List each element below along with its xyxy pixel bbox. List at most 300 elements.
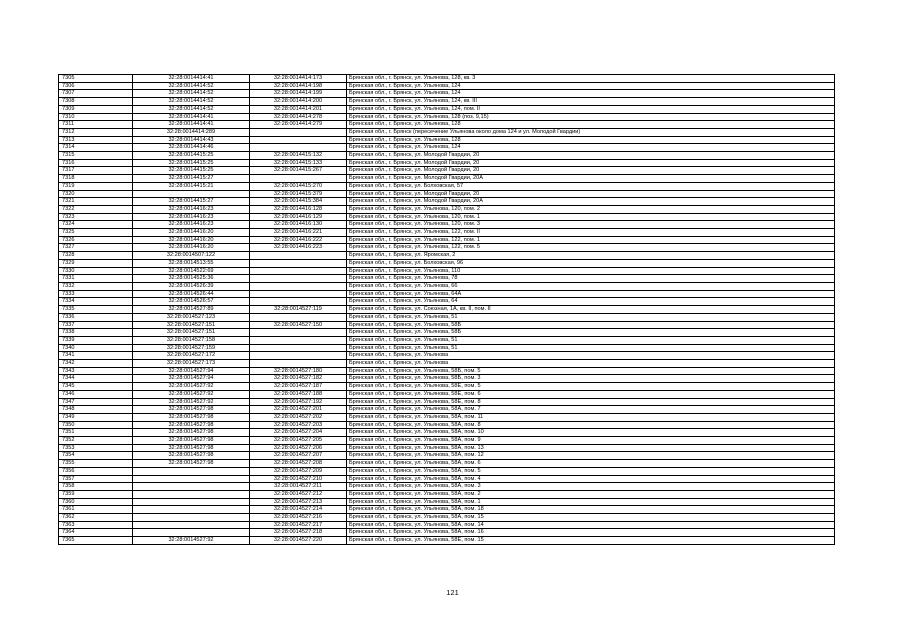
land-cadastral-number-cell: 32:28:0014414:52: [133, 90, 250, 98]
address-cell: Брянская обл., г. Брянск, ул. Ульянова, 78: [347, 275, 835, 283]
row-number-cell: 7337: [59, 321, 133, 329]
land-cadastral-number-cell: 32:28:0014527:92: [133, 398, 250, 406]
land-cadastral-number-cell: 32:28:0014527:98: [133, 429, 250, 437]
table-row: [59, 182, 835, 190]
address-cell: Брянская обл., г. Брянск, ул. Молодой Гвардии, 20: [347, 159, 835, 167]
row-number-cell: 7341: [59, 352, 133, 360]
building-cadastral-number-cell: 32:28:0014527:150: [250, 321, 347, 329]
building-cadastral-number-cell: 32:28:0014414:198: [250, 82, 347, 90]
address-cell: Брянская обл., г. Брянск, ул. Ульянова, 128: [347, 121, 835, 129]
building-cadastral-number-cell: 32:28:0014527:119: [250, 306, 347, 314]
address-cell: Брянская обл., г. Брянск, ул. Болховская, 57: [347, 182, 835, 190]
row-number-cell: 7324: [59, 221, 133, 229]
land-cadastral-number-cell: 32:28:0014507:122: [133, 252, 250, 260]
land-cadastral-number-cell: 32:28:0014527:98: [133, 437, 250, 445]
table-row: [59, 190, 835, 198]
row-number-cell: 7320: [59, 190, 133, 198]
address-cell: Брянская обл., г. Брянск, ул. Молодой Гвардии, 20: [347, 152, 835, 160]
table-row: [59, 444, 835, 452]
building-cadastral-number-cell: 32:28:0014414:173: [250, 75, 347, 83]
table-row: [59, 352, 835, 360]
building-cadastral-number-cell: 32:28:0014527:208: [250, 460, 347, 468]
table-row: [59, 229, 835, 237]
table-row: [59, 467, 835, 475]
building-cadastral-number-cell: 32:28:0014527:206: [250, 444, 347, 452]
address-cell: Брянская обл., г. Брянск, ул. Ульянова, 58А, пом. 14: [347, 521, 835, 529]
building-cadastral-number-cell: 32:28:0014415:270: [250, 182, 347, 190]
row-number-cell: 7335: [59, 306, 133, 314]
row-number-cell: 7358: [59, 483, 133, 491]
table-row: [59, 390, 835, 398]
table-row: [59, 537, 835, 545]
address-cell: Брянская обл., г. Брянск, ул. Ульянова, 58Е, пом. 5: [347, 383, 835, 391]
land-cadastral-number-cell: 32:28:0014415:25: [133, 167, 250, 175]
land-cadastral-number-cell: 32:28:0014527:94: [133, 367, 250, 375]
land-cadastral-number-cell: 32:28:0014527:98: [133, 421, 250, 429]
building-cadastral-number-cell: [250, 136, 347, 144]
building-cadastral-number-cell: 32:28:0014527:212: [250, 490, 347, 498]
building-cadastral-number-cell: 32:28:0014415:267: [250, 167, 347, 175]
table-row: [59, 82, 835, 90]
land-cadastral-number-cell: [133, 475, 250, 483]
land-cadastral-number-cell: [133, 529, 250, 537]
land-cadastral-number-cell: 32:28:0014416:23: [133, 221, 250, 229]
land-cadastral-number-cell: [133, 506, 250, 514]
address-cell: Брянская обл., г. Брянск, ул. Ульянова, 122, пом. 5: [347, 244, 835, 252]
address-cell: Брянская обл., г. Брянск, ул. Ульянова, 110: [347, 267, 835, 275]
land-cadastral-number-cell: [133, 190, 250, 198]
row-number-cell: 7362: [59, 514, 133, 522]
row-number-cell: 7314: [59, 144, 133, 152]
building-cadastral-number-cell: 32:28:0014415:379: [250, 190, 347, 198]
address-cell: Брянская обл., г. Брянск (пересечение Ульянова около дома 124 и ул. Молодой Гвардии): [347, 128, 835, 136]
land-cadastral-number-cell: 32:28:0014527:151: [133, 321, 250, 329]
building-cadastral-number-cell: 32:28:0014414:279: [250, 121, 347, 129]
table-row: [59, 429, 835, 437]
land-cadastral-number-cell: 32:28:0014526:39: [133, 282, 250, 290]
address-cell: Брянская обл., г. Брянск, ул. Ульянова: [347, 352, 835, 360]
building-cadastral-number-cell: 32:28:0014415:132: [250, 152, 347, 160]
land-cadastral-number-cell: 32:28:0014414:52: [133, 105, 250, 113]
building-cadastral-number-cell: [250, 175, 347, 183]
address-cell: Брянская обл., г. Брянск, ул. Ульянова, 64: [347, 298, 835, 306]
building-cadastral-number-cell: [250, 128, 347, 136]
building-cadastral-number-cell: [250, 298, 347, 306]
address-cell: Брянская обл., г. Брянск, ул. Ульянова, 124: [347, 82, 835, 90]
address-cell: Брянская обл., г. Брянск, ул. Ульянова, 58А, пом. 5: [347, 467, 835, 475]
address-cell: Брянская обл., г. Брянск, ул. Ульянова, 58А, пом. 11: [347, 413, 835, 421]
building-cadastral-number-cell: 32:28:0014527:180: [250, 367, 347, 375]
building-cadastral-number-cell: 32:28:0014416:222: [250, 236, 347, 244]
building-cadastral-number-cell: 32:28:0014416:128: [250, 205, 347, 213]
building-cadastral-number-cell: 32:28:0014416:129: [250, 213, 347, 221]
building-cadastral-number-cell: 32:28:0014527:192: [250, 398, 347, 406]
row-number-cell: 7357: [59, 475, 133, 483]
building-cadastral-number-cell: [250, 344, 347, 352]
row-number-cell: 7313: [59, 136, 133, 144]
row-number-cell: 7365: [59, 537, 133, 545]
address-cell: Брянская обл., г. Брянск, ул. Ульянова, 58А, пом. 2: [347, 490, 835, 498]
table-row: [59, 437, 835, 445]
address-cell: Брянская обл., г. Брянск, ул. Ульянова, 58Е, пом. 15: [347, 537, 835, 545]
row-number-cell: 7312: [59, 128, 133, 136]
building-cadastral-number-cell: 32:28:0014415:384: [250, 198, 347, 206]
land-cadastral-number-cell: 32:28:0014414:52: [133, 82, 250, 90]
table-row: [59, 498, 835, 506]
address-cell: Брянская обл., г. Брянск, ул. Ульянова, 120, пом. 2: [347, 205, 835, 213]
table-row: [59, 221, 835, 229]
table-row: [59, 152, 835, 160]
land-cadastral-number-cell: 32:28:0014414:289: [133, 128, 250, 136]
table-row: [59, 113, 835, 121]
land-cadastral-number-cell: 32:28:0014414:46: [133, 144, 250, 152]
land-cadastral-number-cell: 32:28:0014414:43: [133, 136, 250, 144]
land-cadastral-number-cell: [133, 483, 250, 491]
building-cadastral-number-cell: 32:28:0014416:223: [250, 244, 347, 252]
row-number-cell: 7322: [59, 205, 133, 213]
row-number-cell: 7319: [59, 182, 133, 190]
address-cell: Брянская обл., г. Брянск, ул. Ульянова, 64А: [347, 290, 835, 298]
building-cadastral-number-cell: [250, 336, 347, 344]
building-cadastral-number-cell: 32:28:0014527:216: [250, 514, 347, 522]
table-row: [59, 136, 835, 144]
building-cadastral-number-cell: 32:28:0014527:205: [250, 437, 347, 445]
address-cell: Брянская обл., г. Брянск, ул. Ульянова, 58А, пом. 15: [347, 514, 835, 522]
table-row: [59, 483, 835, 491]
table-row: [59, 236, 835, 244]
building-cadastral-number-cell: [250, 329, 347, 337]
building-cadastral-number-cell: 32:28:0014527:218: [250, 529, 347, 537]
table-row: [59, 205, 835, 213]
address-cell: Брянская обл., г. Брянск, ул. Молодой Гвардии, 20: [347, 167, 835, 175]
land-cadastral-number-cell: 32:28:0014527:98: [133, 460, 250, 468]
row-number-cell: 7339: [59, 336, 133, 344]
table-row: [59, 282, 835, 290]
address-cell: Брянская обл., г. Брянск, ул. Ульянова, 58А, пом. 4: [347, 475, 835, 483]
land-cadastral-number-cell: 32:28:0014414:41: [133, 75, 250, 83]
address-cell: Брянская обл., г. Брянск, ул. Ульянова, 124: [347, 90, 835, 98]
table-row: [59, 375, 835, 383]
table-row: [59, 313, 835, 321]
land-cadastral-number-cell: 32:28:0014527:173: [133, 360, 250, 368]
address-cell: Брянская обл., г. Брянск, ул. Ульянова, 58Б, пом. 5: [347, 367, 835, 375]
land-cadastral-number-cell: 32:28:0014525:36: [133, 275, 250, 283]
building-cadastral-number-cell: [250, 252, 347, 260]
row-number-cell: 7326: [59, 236, 133, 244]
building-cadastral-number-cell: 32:28:0014416:130: [250, 221, 347, 229]
row-number-cell: 7342: [59, 360, 133, 368]
row-number-cell: 7338: [59, 329, 133, 337]
building-cadastral-number-cell: 32:28:0014527:214: [250, 506, 347, 514]
table-row: [59, 275, 835, 283]
land-cadastral-number-cell: [133, 521, 250, 529]
land-cadastral-number-cell: 32:28:0014527:98: [133, 452, 250, 460]
row-number-cell: 7311: [59, 121, 133, 129]
building-cadastral-number-cell: 32:28:0014414:200: [250, 98, 347, 106]
row-number-cell: 7328: [59, 252, 133, 260]
land-cadastral-number-cell: 32:28:0014527:92: [133, 537, 250, 545]
address-cell: Брянская обл., г. Брянск, ул. Болховская, 96: [347, 259, 835, 267]
table-row: [59, 290, 835, 298]
address-cell: Брянская обл., г. Брянск, ул. Ульянова, 58Б: [347, 329, 835, 337]
row-number-cell: 7353: [59, 444, 133, 452]
row-number-cell: 7331: [59, 275, 133, 283]
table-row: [59, 321, 835, 329]
address-cell: Брянская обл., г. Брянск, ул. Ульянова, 58А, пом. 3: [347, 483, 835, 491]
row-number-cell: 7310: [59, 113, 133, 121]
registry-table: [58, 74, 835, 545]
address-cell: Брянская обл., г. Брянск, ул. Союзная, 1А, кв. II, пом. II: [347, 306, 835, 314]
building-cadastral-number-cell: 32:28:0014527:213: [250, 498, 347, 506]
row-number-cell: 7327: [59, 244, 133, 252]
address-cell: Брянская обл., г. Брянск, ул. Ульянова, 58А, пом. 9: [347, 437, 835, 445]
land-cadastral-number-cell: 32:28:0014414:41: [133, 121, 250, 129]
address-cell: Брянская обл., г. Брянск, ул. Ульянова, 124: [347, 144, 835, 152]
land-cadastral-number-cell: 32:28:0014415:27: [133, 175, 250, 183]
row-number-cell: 7316: [59, 159, 133, 167]
table-row: [59, 514, 835, 522]
land-cadastral-number-cell: 32:28:0014527:151: [133, 329, 250, 337]
land-cadastral-number-cell: [133, 490, 250, 498]
row-number-cell: 7325: [59, 229, 133, 237]
building-cadastral-number-cell: 32:28:0014527:207: [250, 452, 347, 460]
land-cadastral-number-cell: 32:28:0014416:20: [133, 236, 250, 244]
address-cell: Брянская обл., г. Брянск, ул. Ульянова, 128: [347, 136, 835, 144]
row-number-cell: 7330: [59, 267, 133, 275]
land-cadastral-number-cell: 32:28:0014415:25: [133, 159, 250, 167]
building-cadastral-number-cell: [250, 352, 347, 360]
land-cadastral-number-cell: 32:28:0014522:69: [133, 267, 250, 275]
row-number-cell: 7307: [59, 90, 133, 98]
building-cadastral-number-cell: 32:28:0014414:199: [250, 90, 347, 98]
address-cell: Брянская обл., г. Брянск, ул. Ульянова, 58А, пом. 8: [347, 421, 835, 429]
row-number-cell: 7305: [59, 75, 133, 83]
address-cell: Брянская обл., г. Брянск, ул. Ульянова, 128, кв. 3: [347, 75, 835, 83]
row-number-cell: 7308: [59, 98, 133, 106]
row-number-cell: 7309: [59, 105, 133, 113]
table-row: [59, 90, 835, 98]
row-number-cell: 7318: [59, 175, 133, 183]
building-cadastral-number-cell: 32:28:0014527:220: [250, 537, 347, 545]
address-cell: Брянская обл., г. Брянск, ул. Молодой Гвардии, 20: [347, 190, 835, 198]
land-cadastral-number-cell: 32:28:0014527:172: [133, 352, 250, 360]
land-cadastral-number-cell: 32:28:0014527:158: [133, 336, 250, 344]
land-cadastral-number-cell: 32:28:0014526:44: [133, 290, 250, 298]
land-cadastral-number-cell: 32:28:0014414:41: [133, 113, 250, 121]
address-cell: Брянская обл., г. Брянск, ул. Яромская, 2: [347, 252, 835, 260]
row-number-cell: 7333: [59, 290, 133, 298]
land-cadastral-number-cell: 32:28:0014527:92: [133, 390, 250, 398]
building-cadastral-number-cell: [250, 282, 347, 290]
row-number-cell: 7334: [59, 298, 133, 306]
address-cell: Брянская обл., г. Брянск, ул. Ульянова, 51: [347, 336, 835, 344]
row-number-cell: 7355: [59, 460, 133, 468]
table-row: [59, 506, 835, 514]
building-cadastral-number-cell: [250, 144, 347, 152]
address-cell: Брянская обл., г. Брянск, ул. Ульянова, 124, кв. III: [347, 98, 835, 106]
table-row: [59, 406, 835, 414]
land-cadastral-number-cell: 32:28:0014416:23: [133, 213, 250, 221]
land-cadastral-number-cell: 32:28:0014415:27: [133, 198, 250, 206]
land-cadastral-number-cell: 32:28:0014527:123: [133, 313, 250, 321]
table-row: [59, 198, 835, 206]
land-cadastral-number-cell: [133, 514, 250, 522]
building-cadastral-number-cell: 32:28:0014414:201: [250, 105, 347, 113]
building-cadastral-number-cell: 32:28:0014527:188: [250, 390, 347, 398]
land-cadastral-number-cell: [133, 467, 250, 475]
table-row: [59, 306, 835, 314]
table-row: [59, 460, 835, 468]
table-row: [59, 383, 835, 391]
row-number-cell: 7364: [59, 529, 133, 537]
building-cadastral-number-cell: 32:28:0014527:182: [250, 375, 347, 383]
address-cell: Брянская обл., г. Брянск, ул. Ульянова, 58А, пом. 18: [347, 506, 835, 514]
land-cadastral-number-cell: 32:28:0014527:94: [133, 375, 250, 383]
land-cadastral-number-cell: 32:28:0014416:23: [133, 205, 250, 213]
address-cell: Брянская обл., г. Брянск, ул. Ульянова, 58А, пом. 7: [347, 406, 835, 414]
row-number-cell: 7345: [59, 383, 133, 391]
building-cadastral-number-cell: [250, 313, 347, 321]
row-number-cell: 7356: [59, 467, 133, 475]
land-cadastral-number-cell: 32:28:0014527:98: [133, 444, 250, 452]
building-cadastral-number-cell: [250, 259, 347, 267]
row-number-cell: 7332: [59, 282, 133, 290]
land-cadastral-number-cell: 32:28:0014527:98: [133, 413, 250, 421]
row-number-cell: 7340: [59, 344, 133, 352]
building-cadastral-number-cell: [250, 275, 347, 283]
table-row: [59, 360, 835, 368]
building-cadastral-number-cell: [250, 290, 347, 298]
land-cadastral-number-cell: 32:28:0014526:57: [133, 298, 250, 306]
building-cadastral-number-cell: 32:28:0014527:209: [250, 467, 347, 475]
row-number-cell: 7363: [59, 521, 133, 529]
table-row: [59, 259, 835, 267]
table-row: [59, 452, 835, 460]
row-number-cell: 7361: [59, 506, 133, 514]
land-cadastral-number-cell: 32:28:0014414:52: [133, 98, 250, 106]
land-cadastral-number-cell: 32:28:0014416:20: [133, 244, 250, 252]
address-cell: Брянская обл., г. Брянск, ул. Ульянова, 58Б: [347, 321, 835, 329]
address-cell: Брянская обл., г. Брянск, ул. Ульянова, 120, пом. 1: [347, 213, 835, 221]
address-cell: Брянская обл., г. Брянск, ул. Ульянова, 51: [347, 313, 835, 321]
table-row: [59, 475, 835, 483]
row-number-cell: 7347: [59, 398, 133, 406]
registry-table-body: [59, 75, 835, 545]
land-cadastral-number-cell: 32:28:0014415:21: [133, 182, 250, 190]
row-number-cell: 7336: [59, 313, 133, 321]
table-row: [59, 144, 835, 152]
table-row: [59, 336, 835, 344]
building-cadastral-number-cell: 32:28:0014414:278: [250, 113, 347, 121]
building-cadastral-number-cell: 32:28:0014527:203: [250, 421, 347, 429]
table-row: [59, 329, 835, 337]
row-number-cell: 7352: [59, 437, 133, 445]
row-number-cell: 7346: [59, 390, 133, 398]
table-row: [59, 529, 835, 537]
table-row: [59, 367, 835, 375]
address-cell: Брянская обл., г. Брянск, ул. Ульянова, 122, пом. II: [347, 229, 835, 237]
land-cadastral-number-cell: 32:28:0014513:55: [133, 259, 250, 267]
row-number-cell: 7354: [59, 452, 133, 460]
address-cell: Брянская обл., г. Брянск, ул. Ульянова, 122, пом. 1: [347, 236, 835, 244]
table-row: [59, 252, 835, 260]
building-cadastral-number-cell: [250, 360, 347, 368]
row-number-cell: 7321: [59, 198, 133, 206]
table-row: [59, 344, 835, 352]
building-cadastral-number-cell: 32:28:0014527:204: [250, 429, 347, 437]
building-cadastral-number-cell: [250, 267, 347, 275]
building-cadastral-number-cell: 32:28:0014527:217: [250, 521, 347, 529]
land-cadastral-number-cell: 32:28:0014527:92: [133, 383, 250, 391]
table-row: [59, 159, 835, 167]
building-cadastral-number-cell: 32:28:0014415:133: [250, 159, 347, 167]
table-row: [59, 128, 835, 136]
table-row: [59, 75, 835, 83]
address-cell: Брянская обл., г. Брянск, ул. Ульянова, 51: [347, 344, 835, 352]
address-cell: Брянская обл., г. Брянск, ул. Ульянова, 58А, пом. 13: [347, 444, 835, 452]
table-row: [59, 213, 835, 221]
address-cell: Брянская обл., г. Брянск, ул. Ульянова, 66: [347, 282, 835, 290]
page-number: 121: [446, 588, 459, 597]
address-cell: Брянская обл., г. Брянск, ул. Ульянова, 58А, пом. 6: [347, 460, 835, 468]
table-row: [59, 105, 835, 113]
land-cadastral-number-cell: 32:28:0014527:159: [133, 344, 250, 352]
table-row: [59, 98, 835, 106]
address-cell: Брянская обл., г. Брянск, ул. Ульянова, 58А, пом. 16: [347, 529, 835, 537]
building-cadastral-number-cell: 32:28:0014527:211: [250, 483, 347, 491]
row-number-cell: 7329: [59, 259, 133, 267]
row-number-cell: 7351: [59, 429, 133, 437]
row-number-cell: 7344: [59, 375, 133, 383]
land-cadastral-number-cell: [133, 498, 250, 506]
building-cadastral-number-cell: 32:28:0014527:210: [250, 475, 347, 483]
row-number-cell: 7348: [59, 406, 133, 414]
row-number-cell: 7317: [59, 167, 133, 175]
table-row: [59, 490, 835, 498]
row-number-cell: 7306: [59, 82, 133, 90]
address-cell: Брянская обл., г. Брянск, ул. Ульянова: [347, 360, 835, 368]
address-cell: Брянская обл., г. Брянск, ул. Ульянова, 58Е, пом. 8: [347, 398, 835, 406]
land-cadastral-number-cell: 32:28:0014527:89: [133, 306, 250, 314]
row-number-cell: 7350: [59, 421, 133, 429]
row-number-cell: 7349: [59, 413, 133, 421]
row-number-cell: 7360: [59, 498, 133, 506]
address-cell: Брянская обл., г. Брянск, ул. Ульянова, 120, пом. 3: [347, 221, 835, 229]
address-cell: Брянская обл., г. Брянск, ул. Ульянова, 128 (поз. 9,15): [347, 113, 835, 121]
building-cadastral-number-cell: 32:28:0014527:202: [250, 413, 347, 421]
table-row: [59, 121, 835, 129]
land-cadastral-number-cell: 32:28:0014416:20: [133, 229, 250, 237]
table-row: [59, 521, 835, 529]
land-cadastral-number-cell: 32:28:0014415:25: [133, 152, 250, 160]
table-row: [59, 175, 835, 183]
address-cell: Брянская обл., г. Брянск, ул. Ульянова, 58А, пом. 12: [347, 452, 835, 460]
building-cadastral-number-cell: 32:28:0014527:187: [250, 383, 347, 391]
address-cell: Брянская обл., г. Брянск, ул. Ульянова, 58А, пом. 10: [347, 429, 835, 437]
table-row: [59, 398, 835, 406]
building-cadastral-number-cell: 32:28:0014527:201: [250, 406, 347, 414]
land-cadastral-number-cell: 32:28:0014527:98: [133, 406, 250, 414]
row-number-cell: 7343: [59, 367, 133, 375]
table-row: [59, 167, 835, 175]
address-cell: Брянская обл., г. Брянск, ул. Ульянова, 124, пом. II: [347, 105, 835, 113]
table-row: [59, 267, 835, 275]
table-row: [59, 413, 835, 421]
row-number-cell: 7323: [59, 213, 133, 221]
row-number-cell: 7315: [59, 152, 133, 160]
building-cadastral-number-cell: 32:28:0014416:221: [250, 229, 347, 237]
address-cell: Брянская обл., г. Брянск, ул. Молодой Гвардии, 20А: [347, 198, 835, 206]
